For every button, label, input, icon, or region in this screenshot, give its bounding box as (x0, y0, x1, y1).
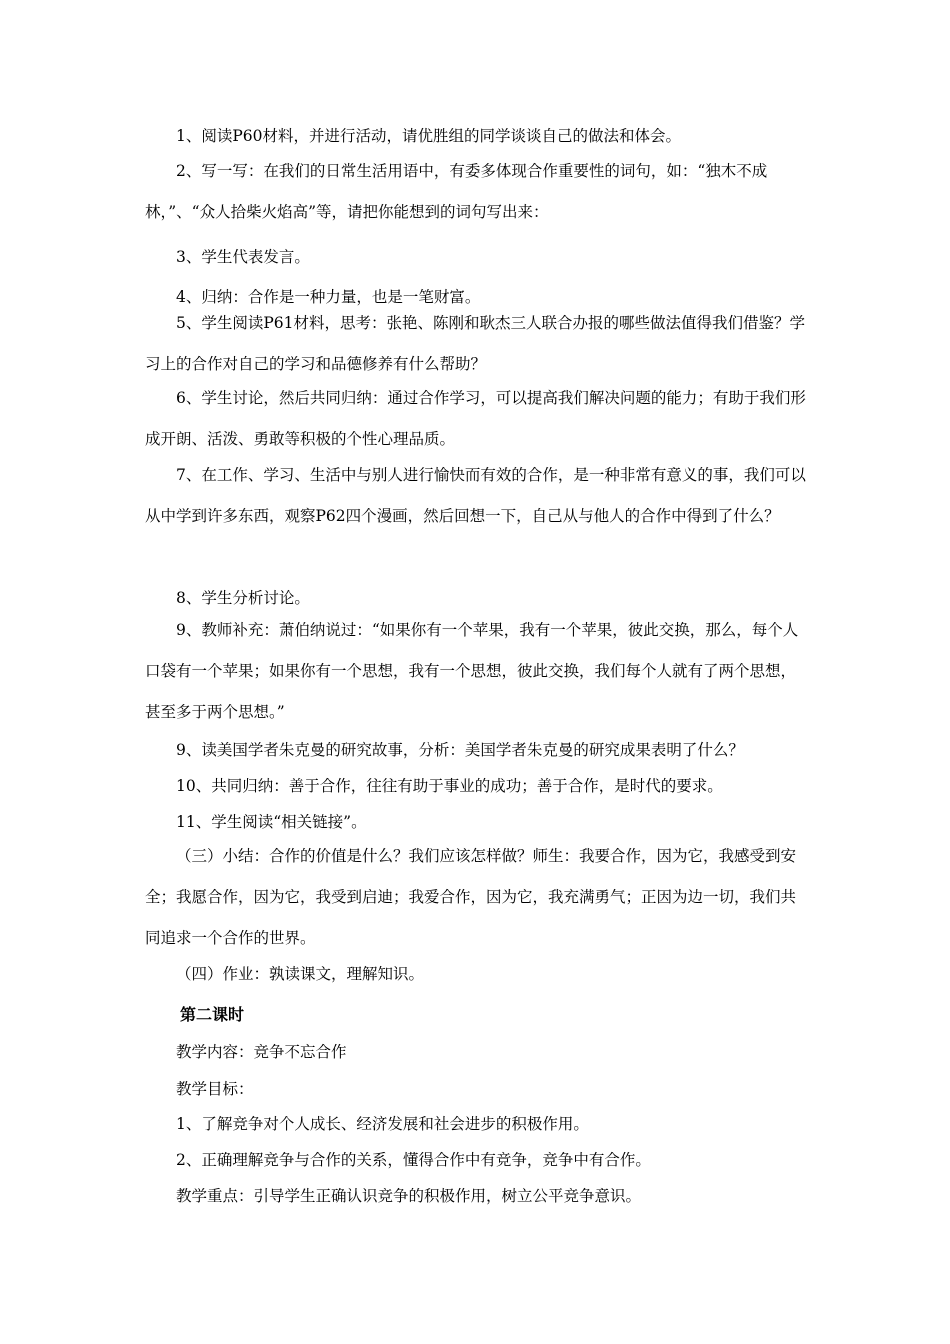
paragraph-7: 7、在工作、学习、生活中与别人进行愉快而有效的合作，是一种非常有意义的事，我们可以从中学到许多东西，观察P62四个漫画，然后回想一下，自己从与他人的合作中得到了什么？ (145, 466, 806, 525)
paragraph-11: 10、共同归纳：善于合作，往往有助于事业的成功；善于合作，是时代的要求。 (176, 777, 723, 795)
paragraph-10: 9、读美国学者朱克曼的研究故事，分析：美国学者朱克曼的研究成果表明了什么？ (176, 741, 744, 759)
paragraph-1: 1、阅读P60材料，并进行活动，请优胜组的同学谈谈自己的做法和体会。 (176, 127, 682, 145)
paragraph-6: 6、学生讨论，然后共同归纳：通过合作学习，可以提高我们解决问题的能力；有助于我们形成开朗、活泼、勇敢等积极的个性心理品质。 (145, 389, 806, 448)
teaching-content: 教学内容：竞争不忘合作 (176, 1043, 347, 1061)
paragraph-3: 3、学生代表发言。 (176, 248, 310, 266)
homework-paragraph: （四）作业：孰读课文，理解知识。 (176, 965, 425, 983)
paragraph-2: 2、写一写：在我们的日常生活用语中，有委多体现合作重要性的词句，如：“独木不成林，”、“众人拾柴火焰高”等，请把你能想到的词句写出来： (145, 162, 768, 221)
paragraph-9: 9、教师补充：萧伯纳说过：“如果你有一个苹果，我有一个苹果，彼此交换，那么，每个人口袋有一个苹果；如果你有一个思想，我有一个思想，彼此交换，我们每个人就有了两个思想，甚至多于两个思想。” (145, 621, 799, 721)
teaching-focus: 教学重点：引导学生正确认识竞争的积极作用，树立公平竞争意识。 (176, 1187, 642, 1205)
teaching-objectives-label: 教学目标： (176, 1080, 254, 1098)
paragraph-12: 11、学生阅读“相关链接”。 (176, 813, 367, 831)
lesson-heading: 第二课时 (180, 1005, 245, 1024)
objective-2: 2、正确理解竞争与合作的关系，懂得合作中有竞争，竞争中有合作。 (176, 1151, 651, 1169)
paragraph-5: 5、学生阅读P61材料，思考：张艳、陈刚和耿杰三人联合办报的哪些做法值得我们借鉴？学习上的合作对自己的学习和品德修养有什么帮助？ (145, 314, 806, 373)
summary-paragraph: （三）小结：合作的价值是什么？我们应该怎样做？师生：我要合作，因为它，我感受到安全；我愿合作，因为它，我受到启迪；我爱合作，因为它，我充满勇气；正因为边一切，我们共同追求一个合作的世界。 (145, 847, 797, 947)
paragraph-8: 8、学生分析讨论。 (176, 589, 310, 607)
paragraph-4: 4、归纳：合作是一种力量，也是一笔财富。 (176, 288, 481, 306)
objective-1: 1、了解竞争对个人成长、经济发展和社会进步的积极作用。 (176, 1115, 589, 1133)
